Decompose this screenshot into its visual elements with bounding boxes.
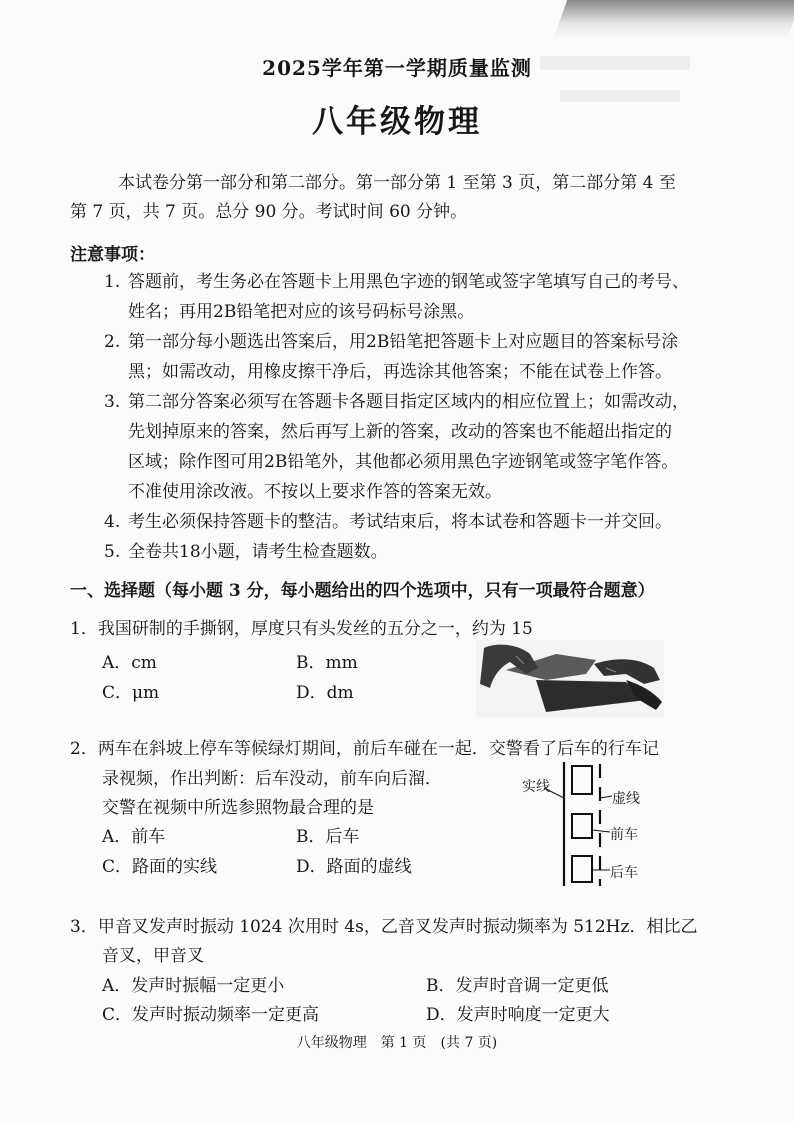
intro-line-2: 第 7 页，共 7 页。总分 90 分。考试时间 60 分钟。 — [70, 202, 468, 222]
notice-item-text: 答题前，考生务必在答题卡上用黑色字迹的钢笔或签字笔填写自己的考号、 — [128, 272, 689, 292]
traffic-lane-diagram — [520, 758, 670, 888]
top-car-shape — [572, 766, 592, 794]
q2-option-a[interactable]: A．前车 — [102, 827, 166, 847]
front-car-label: 前车 — [610, 827, 638, 843]
notice-item-continuation: 黑；如需改动，用橡皮擦干净后，再选涂其他答案；不能在试卷上作答。 — [128, 362, 672, 382]
notice-item-number: 2. — [104, 332, 121, 352]
q3-option-a[interactable]: A．发声时振幅一定更小 — [102, 976, 285, 996]
q1-option-a[interactable]: A．cm — [102, 653, 157, 673]
front-car-shape — [572, 814, 592, 838]
notice-item — [104, 327, 678, 352]
q2-option-b[interactable]: B．后车 — [296, 827, 360, 847]
question-2-stem-line-3: 交警在视频中所选参照物最合理的是 — [102, 798, 374, 818]
q1-option-d[interactable]: D．dm — [296, 683, 354, 703]
notice-item-text: 全卷共18小题，请考生检查题数。 — [128, 542, 388, 562]
notice-item-text: 考生必须保持答题卡的整洁。考试结束后，将本试卷和答题卡一并交回。 — [128, 512, 672, 532]
steel-foil-photo — [476, 640, 664, 718]
question-3-stem-line-2: 音叉，甲音叉 — [102, 946, 204, 966]
notice-item-text: 第二部分答案必须写在答题卡各题目指定区域内的相应位置上；如需改动， — [128, 392, 689, 412]
notice-item-continuation: 先划掉原来的答案，然后再写上新的答案，改动的答案也不能超出指定的 — [128, 422, 672, 442]
q3-option-c[interactable]: C．发声时振动频率一定更高 — [102, 1005, 320, 1025]
question-3-stem-line-1: 3．甲音叉发声时振动 1024 次用时 4s，乙音叉发声时振动频率为 512Hz．相比乙 — [70, 917, 698, 937]
solid-line-label: 实线 — [522, 779, 550, 795]
notice-item-continuation: 区域；除作图可用2B铅笔外，其他都必须用黑色字迹钢笔或签字笔作答。 — [128, 452, 679, 472]
q1-option-b[interactable]: B．mm — [296, 653, 358, 673]
q2-option-c[interactable]: C．路面的实线 — [102, 857, 218, 877]
q3-option-d[interactable]: D．发声时响度一定更大 — [426, 1005, 610, 1025]
question-1-stem: 1．我国研制的手撕钢，厚度只有头发丝的五分之一，约为 15 — [70, 619, 533, 639]
notice-item-number: 1. — [104, 272, 121, 292]
notice-item — [104, 537, 388, 562]
rear-car-label: 后车 — [610, 865, 638, 881]
notice-item-text: 第一部分每小题选出答案后，用2B铅笔把答题卡上对应题目的答案标号涂 — [128, 332, 679, 352]
notice-heading: 注意事项： — [70, 245, 155, 265]
q3-option-b[interactable]: B．发声时音调一定更低 — [426, 976, 609, 996]
notice-item-number: 4. — [104, 512, 121, 532]
question-2-stem-line-2: 录视频，作出判断：后车没动，前车向后溜． — [102, 769, 442, 789]
page-footer: 八年级物理 第 1 页 (共 7 页) — [296, 1035, 498, 1051]
notice-item-number: 5. — [104, 542, 121, 562]
exam-title: 2025学年第一学期质量监测 — [262, 56, 532, 80]
q1-option-c[interactable]: C．μm — [102, 683, 160, 703]
notice-item — [104, 267, 689, 292]
notice-item — [104, 507, 672, 532]
scan-shadow — [553, 0, 794, 40]
notice-item-number: 3. — [104, 392, 121, 412]
q2-option-d[interactable]: D．路面的虚线 — [296, 857, 412, 877]
notice-item-continuation: 不准使用涂改液。不按以上要求作答的答案无效。 — [128, 482, 502, 502]
section-heading: 一、选择题（每小题 3 分，每小题给出的四个选项中，只有一项最符合题意） — [70, 581, 655, 601]
notice-item — [104, 387, 689, 412]
dashed-line-label: 虚线 — [612, 791, 640, 807]
rear-car-shape — [572, 856, 592, 882]
notice-item-continuation: 姓名；再用2B铅笔把对应的该号码标号涂黑。 — [128, 302, 475, 322]
question-2-stem-line-1: 2．两车在斜坡上停车等候绿灯期间，前后车碰在一起．交警看了后车的行车记 — [70, 739, 659, 759]
intro-line-1: 本试卷分第一部分和第二部分。第一部分第 1 至第 3 页，第二部分第 4 至 — [118, 173, 676, 193]
subject-title: 八年级物理 — [312, 104, 482, 140]
